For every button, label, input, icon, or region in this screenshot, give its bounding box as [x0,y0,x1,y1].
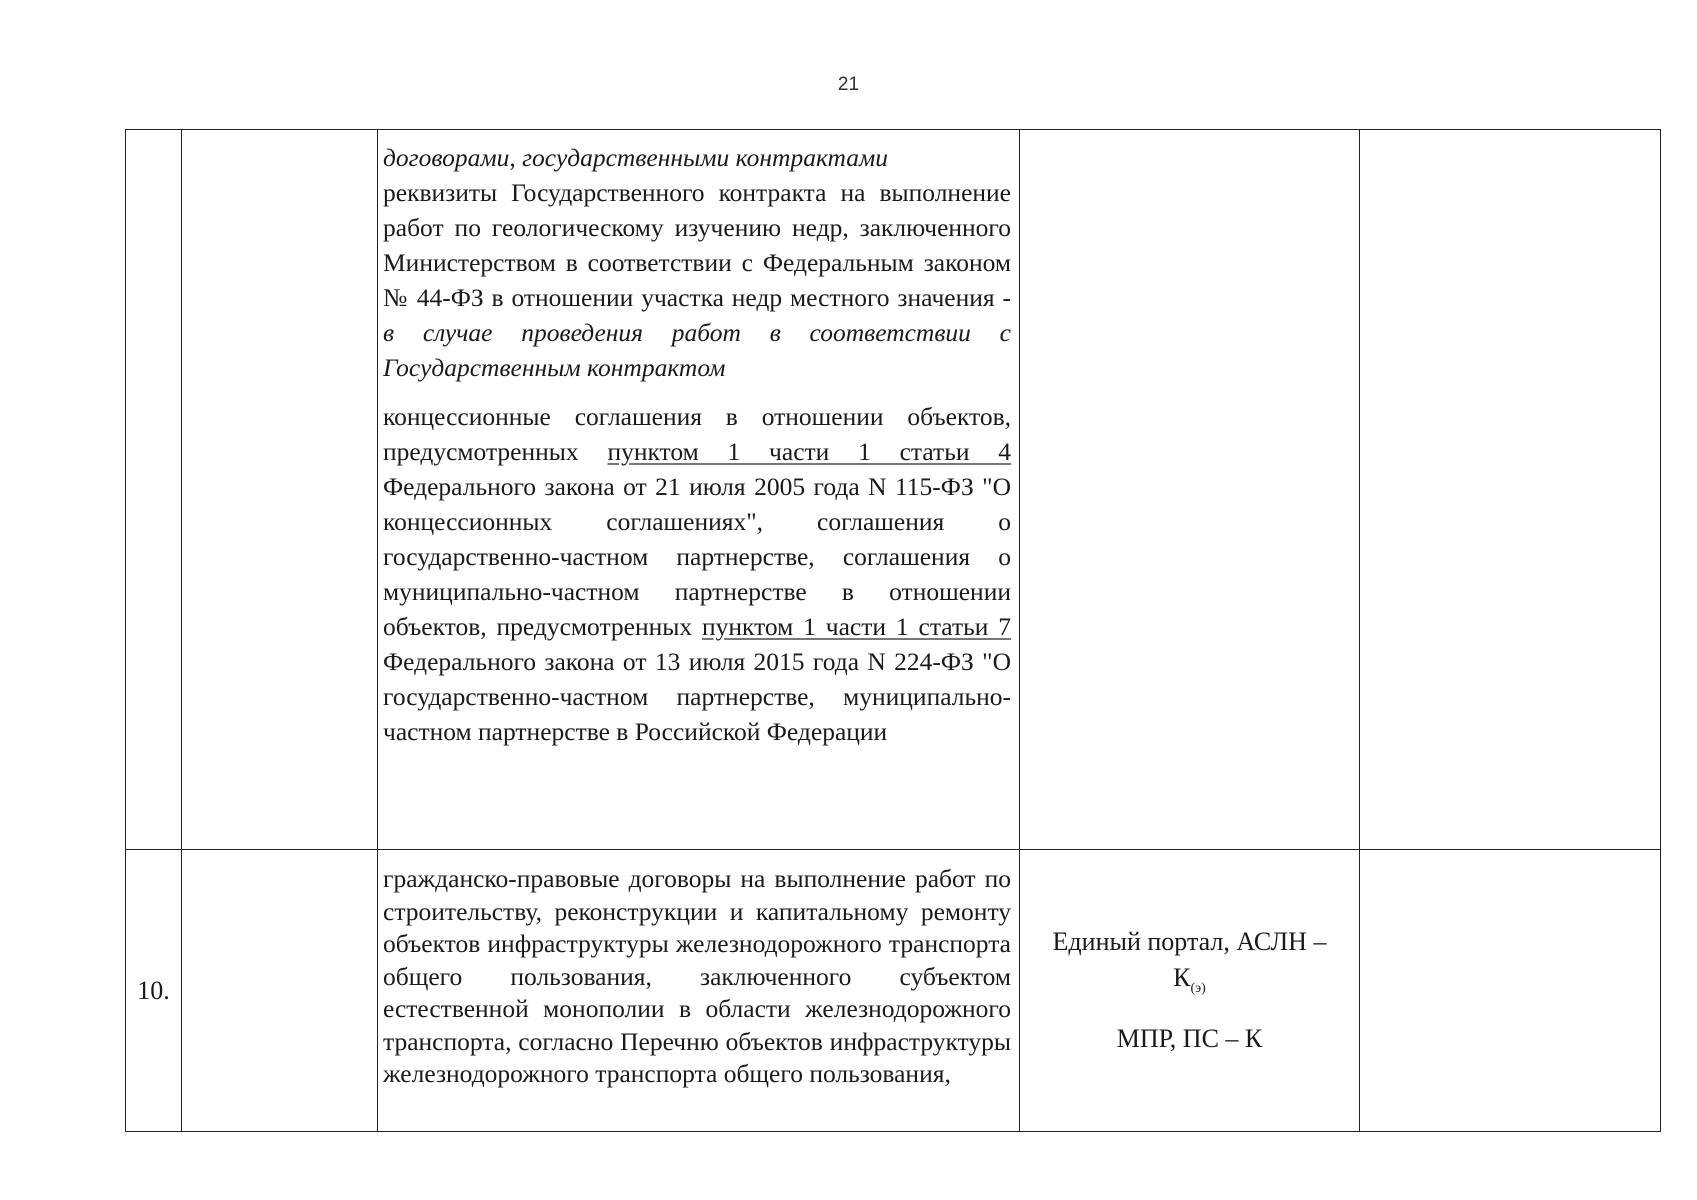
system-code: К [1173,962,1191,992]
last-cell [1360,130,1661,850]
row-number-cell: 10. [126,850,182,1132]
page-number: 21 [837,74,860,95]
law-reference-link[interactable]: пунктом 1 части 1 статьи 4 [607,437,1011,466]
paragraph-concession [383,399,1011,749]
paragraph-text: реквизиты Государственного контракта на выполнение работ по геологическому изучению недр, заключенного Министерством в соответствии с Федеральным законом № 44-ФЗ в отношении участка недр местного значения - [383,178,1011,312]
paragraph-railway-contracts: гражданско-правовые договоры на выполнение работ по строительству, реконструкции и капитальному ремонту объектов инфраструктуры железнодорожного транспорта общего пользования, заключенного субъектом естественной монополии в области железнодорожного транспорта, согласно Перечню объектов инфраструктуры железнодорожного транспорта общего пользования, [383,864,1011,1088]
system-portal-text: Единый портал, АСЛН – [1052,926,1327,956]
table-row [126,130,1661,850]
italic-heading-line: договорами, государственными контрактами [383,143,889,172]
empty-cell [182,850,378,1132]
italic-condition: в случае проведения работ в соответствии с Государственным контрактом [383,318,1011,382]
system-code-subscript: (э) [1190,981,1206,997]
document-table [125,129,1661,1132]
system-cell [1020,850,1360,1132]
document-types-cell [378,130,1020,850]
system-cell [1020,130,1360,850]
system-line [1028,924,1351,1007]
document-types-cell [378,850,1020,1132]
system-line: МПР, ПС – К [1116,1024,1263,1054]
paragraph-text: концессионные соглашения в отношении объектов, предусмотренных [383,402,1011,466]
empty-cell [182,130,378,850]
table-row [126,850,1661,1132]
row-number-cell [126,130,182,850]
paragraph-text: Федерального закона от 13 июля 2015 года N 224-ФЗ "О государственно-частном партнерстве, муниципально-частном партнерстве в Российской Федерации [383,647,1011,746]
law-reference-link[interactable]: пунктом 1 части 1 статьи 7 [702,612,1011,641]
last-cell [1360,850,1661,1132]
paragraph-text: Федерального закона от 21 июля 2005 года N 115-ФЗ "О концессионных соглашениях", соглашения о государственно-частном партнерстве, соглашения о муниципально-частном партнерстве в отношении объектов, предусмотренных [383,472,1011,641]
paragraph-state-contract [383,140,1011,385]
